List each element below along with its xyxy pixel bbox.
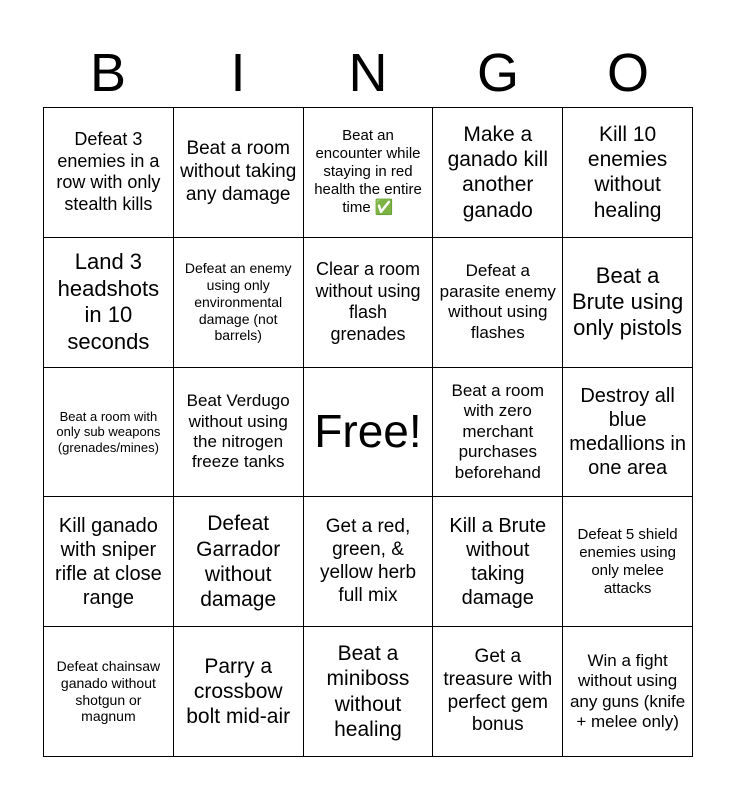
bingo-cell-r2c4[interactable]: Defeat a parasite enemy without using flashes <box>433 238 563 368</box>
bingo-cell-r1c1[interactable]: Defeat 3 enemies in a row with only stealth kills <box>44 108 174 238</box>
bingo-header <box>43 40 693 106</box>
header-letter-o: O <box>606 43 649 103</box>
bingo-cell-r3c1[interactable]: Beat a room with only sub weapons (grenades/mines) <box>44 368 174 498</box>
bingo-board <box>43 107 693 757</box>
bingo-cell-r4c5[interactable]: Defeat 5 shield enemies using only melee attacks <box>563 497 693 627</box>
bingo-cell-r4c3[interactable]: Get a red, green, & yellow herb full mix <box>304 497 434 627</box>
bingo-cell-r1c4[interactable]: Make a ganado kill another ganado <box>433 108 563 238</box>
bingo-cell-r2c3[interactable]: Clear a room without using flash grenades <box>304 238 434 368</box>
bingo-cell-r2c5[interactable]: Beat a Brute using only pistols <box>563 238 693 368</box>
bingo-cell-r5c5[interactable]: Win a fight without using any guns (knife + melee only) <box>563 627 693 757</box>
header-letter-b: B <box>89 43 127 103</box>
bingo-cell-r5c4[interactable]: Get a treasure with perfect gem bonus <box>433 627 563 757</box>
bingo-cell-r5c2[interactable]: Parry a crossbow bolt mid-air <box>174 627 304 757</box>
bingo-cell-r5c1[interactable]: Defeat chainsaw ganado without shotgun or magnum <box>44 627 174 757</box>
bingo-cell-r4c2[interactable]: Defeat Garrador without damage <box>174 497 304 627</box>
bingo-cell-r4c1[interactable]: Kill ganado with sniper rifle at close range <box>44 497 174 627</box>
bingo-cell-r3c5[interactable]: Destroy all blue medallions in one area <box>563 368 693 498</box>
bingo-cell-r2c2[interactable]: Defeat an enemy using only environmental damage (not barrels) <box>174 238 304 368</box>
bingo-cell-r1c3[interactable]: Beat an encounter while staying in red health the entire time ✅ <box>304 108 434 238</box>
bingo-cell-r3c2[interactable]: Beat Verdugo without using the nitrogen freeze tanks <box>174 368 304 498</box>
bingo-cell-free[interactable]: Free! <box>304 368 434 498</box>
bingo-cell-r4c4[interactable]: Kill a Brute without taking damage <box>433 497 563 627</box>
bingo-cell-r1c2[interactable]: Beat a room without taking any damage <box>174 108 304 238</box>
bingo-cell-r1c5[interactable]: Kill 10 enemies without healing <box>563 108 693 238</box>
header-letter-n: N <box>348 43 388 103</box>
bingo-cell-r5c3[interactable]: Beat a miniboss without healing <box>304 627 434 757</box>
header-letter-i: I <box>230 43 246 103</box>
bingo-cell-r2c1[interactable]: Land 3 headshots in 10 seconds <box>44 238 174 368</box>
bingo-cell-r3c4[interactable]: Beat a room with zero merchant purchases beforehand <box>433 368 563 498</box>
header-letter-g: G <box>476 43 519 103</box>
